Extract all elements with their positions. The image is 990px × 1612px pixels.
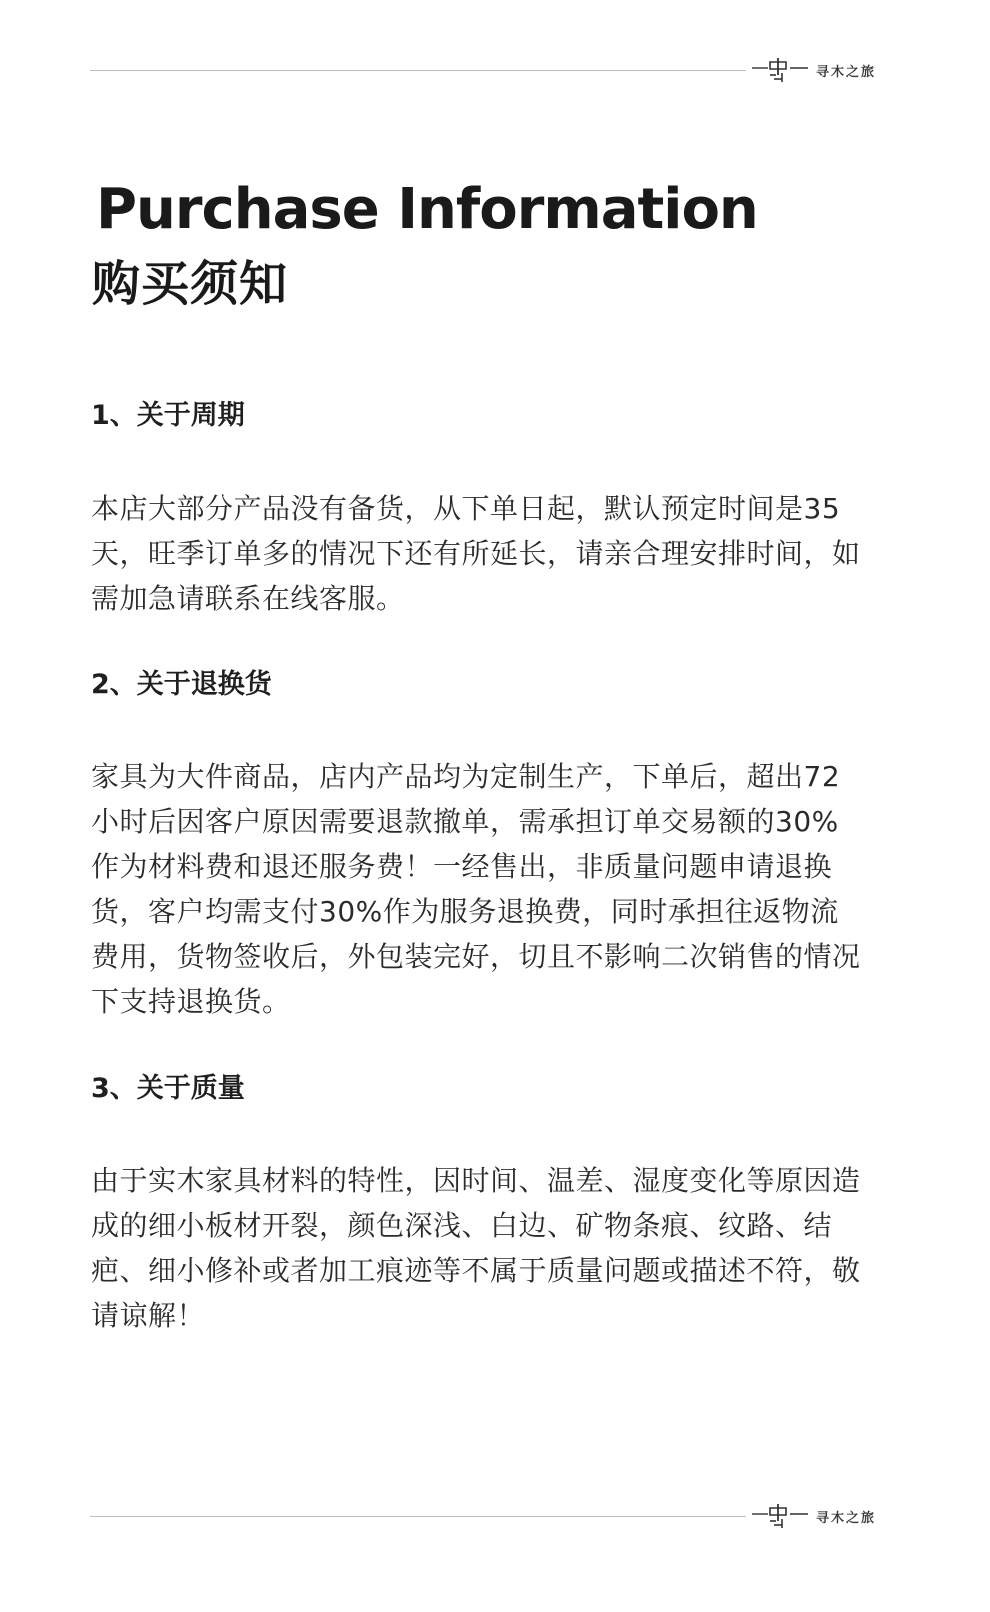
section-body-cycle: 本店大部分产品没有备货，从下单日起，默认预定时间是35天，旺季订单多的情况下还有所延长，请亲合理安排时间，如需加急请联系在线客服。 [91,492,861,615]
header-divider [90,70,746,71]
section-heading-cycle: 1、关于周期 [91,400,245,431]
section-body-returns: 家具为大件商品，店内产品均为定制生产，下单后，超出72小时后因客户原因需要退款撤单，需承担订单交易额的30%作为材料费和退还服务费！一经售出，非质量问题申请退换货，客户均需支付30%作为服务退换费，同时承担往返物流费用，货物签收后，外包装完好，切且不影响二次销售的情况下支持退换货。 [91,760,861,1018]
footer-brand [752,1501,884,1531]
footer-divider [90,1516,746,1517]
page-title-en: Purchase Information [96,177,758,242]
header-brand [752,55,884,85]
section-heading-returns: 2、关于退换货 [91,669,272,700]
page-title-cn: 购买须知 [92,256,289,312]
brand-name: 寻木之旅 [816,64,877,80]
brand-name: 寻木之旅 [816,1510,877,1526]
xunmu-logo-icon [752,56,808,84]
section-body-quality: 由于实木家具材料的特性，因时间、温差、湿度变化等原因造成的细小板材开裂，颜色深浅、白边、矿物条痕、纹路、结疤、细小修补或者加工痕迹等不属于质量问题或描述不符，敬请谅解！ [91,1164,861,1332]
footer-rule [90,1496,884,1536]
header-rule [90,50,884,90]
section-heading-quality: 3、关于质量 [91,1073,245,1104]
xunmu-logo-icon [752,1502,808,1530]
